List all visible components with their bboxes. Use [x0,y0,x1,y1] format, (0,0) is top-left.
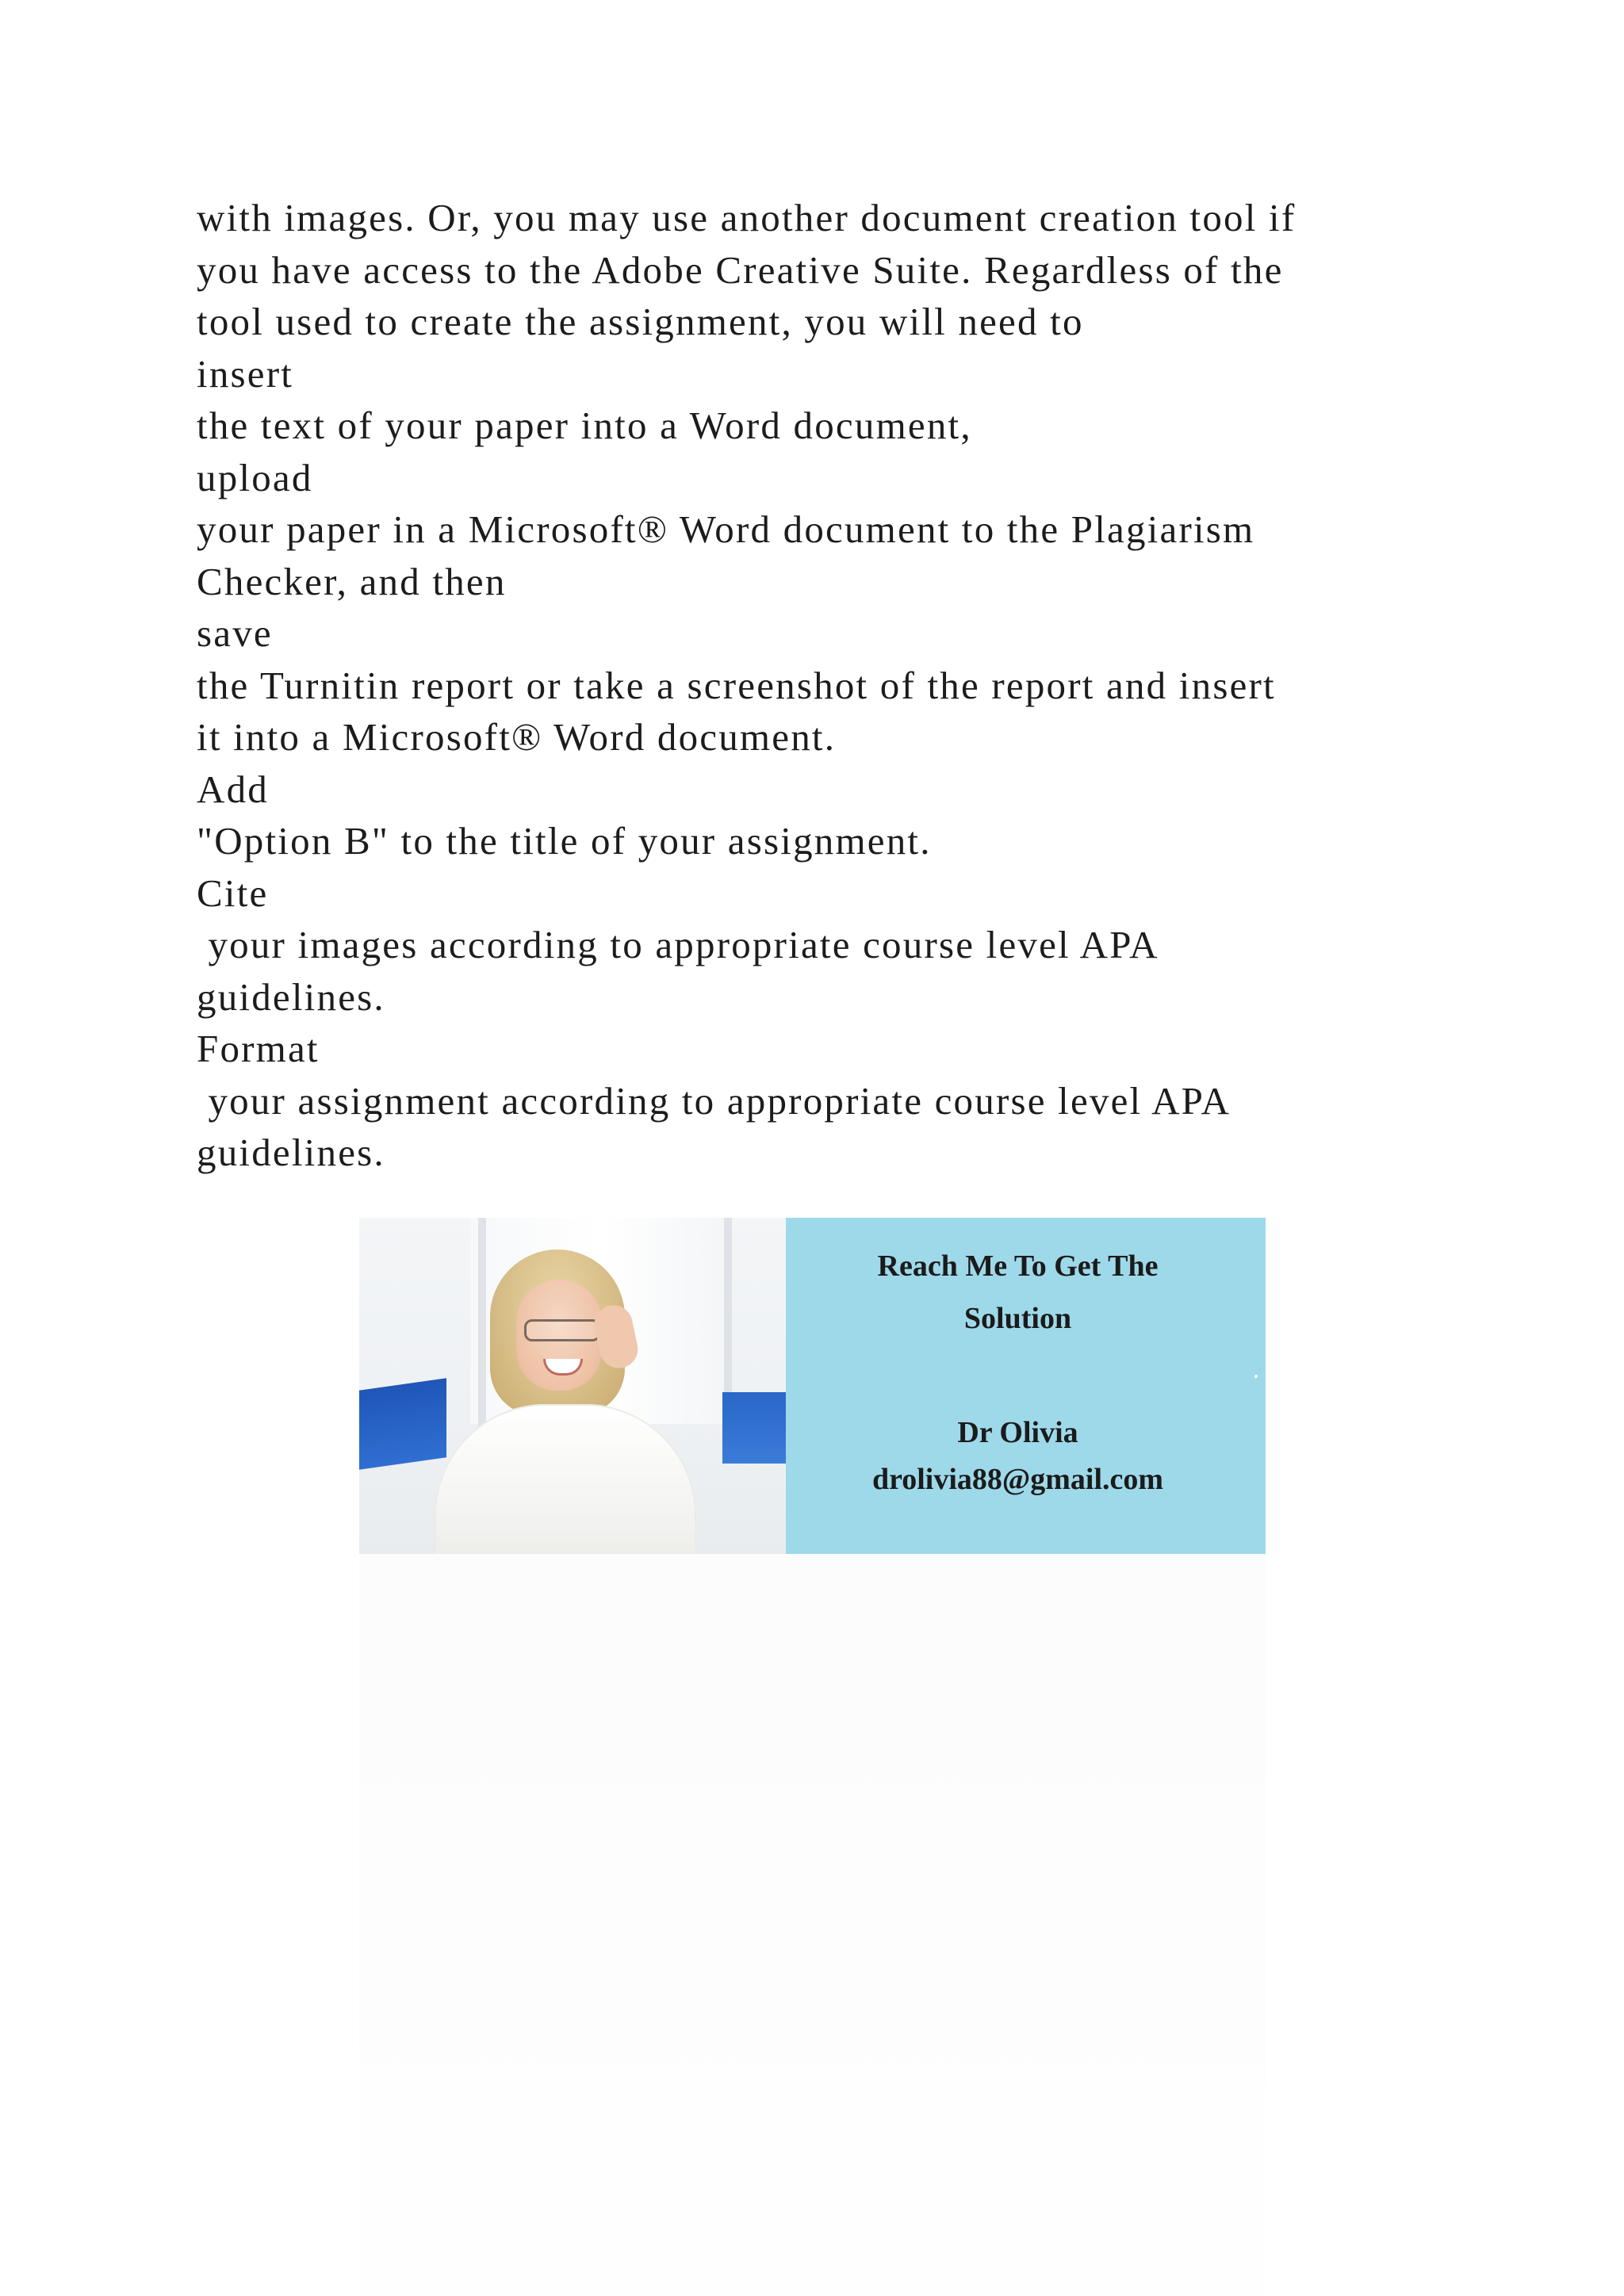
text-line: your paper in a Microsoft® Word document to the Plagiarism [197,507,1255,551]
text-line: Cite [197,871,269,915]
text-line: Add [197,767,269,811]
text-line: "Option B" to the title of your assignment. [197,819,932,863]
text-line: with images. Or, you may use another document creation tool if [197,196,1297,239]
body-text [197,192,1434,1179]
text-line: your assignment according to appropriate course level APA [197,1078,1231,1123]
text-line: guidelines. [197,974,385,1019]
white-blouse [435,1404,696,1554]
contact-name: Dr Olivia [957,1416,1078,1449]
text-line: Format [197,1027,320,1070]
woman-photo [359,1218,786,1554]
contact-email: drolivia88@gmail.com [871,1463,1164,1496]
banner-heading-2: Solution [963,1302,1072,1335]
text-line: guidelines. [197,1131,385,1174]
text-line: it into a Microsoft® Word document. [197,715,837,759]
blue-chair [359,1378,446,1469]
contact-banner [359,1218,1266,1554]
glasses-icon [524,1319,600,1341]
faint-image-area [359,1554,1266,2296]
contact-info-panel [786,1218,1266,1554]
window-frame [478,1218,486,1440]
text-line: tool used to create the assignment, you will need to [197,300,1084,343]
text-line: insert [197,351,294,396]
text-line: your images according to appropriate course level APA [197,923,1159,966]
text-line: save [197,611,273,655]
text-line: the text of your paper into a Word document, [197,404,972,447]
banner-heading: Reach Me To Get The [877,1249,1159,1283]
decorative-dot [1254,1375,1258,1378]
text-line: upload [197,455,313,499]
text-line: you have access to the Adobe Creative Suite. Regardless of the [197,247,1284,292]
text-line: the Turnitin report or take a screenshot of the report and insert [197,663,1276,707]
text-line: Checker, and then [197,559,507,603]
blue-panel [722,1392,786,1464]
